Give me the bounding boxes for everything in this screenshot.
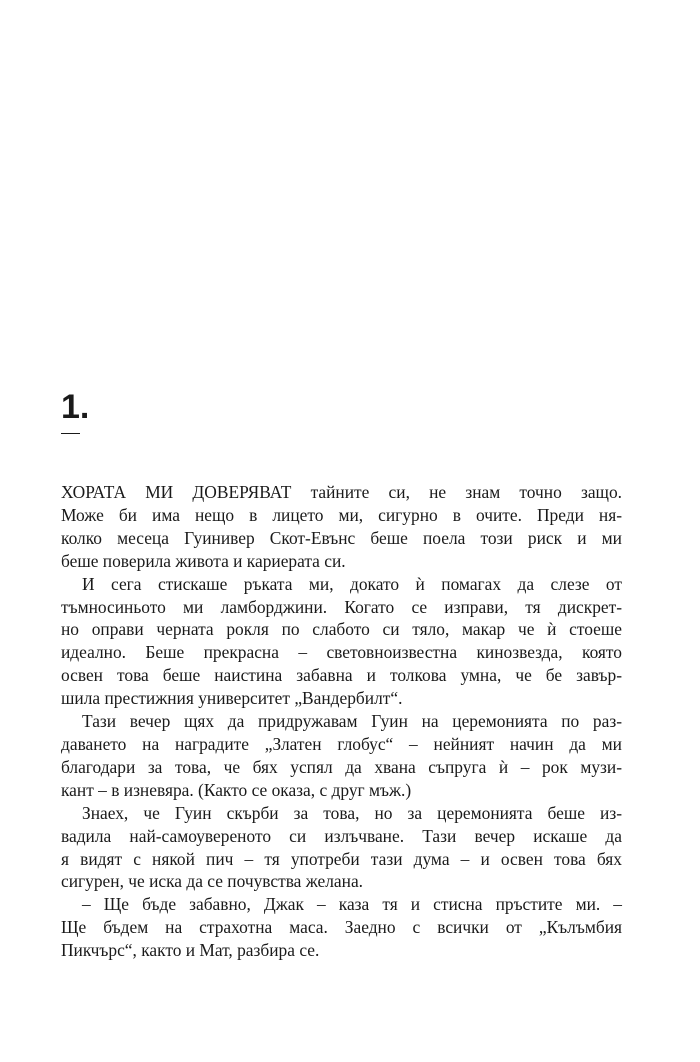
- text-line: шила престижния университет „Вандербилт“.: [61, 688, 403, 709]
- paragraph-3: [61, 710, 622, 802]
- paragraph-4: [61, 802, 622, 894]
- text-line: но оправи черната рокля по слабото си тяло, макар че ѝ стоеше: [61, 619, 622, 640]
- text-line: – Ще бъде забавно, Джак – каза тя и стисна пръстите ми. –: [82, 894, 622, 915]
- paragraph-2: [61, 573, 622, 710]
- text-line: вадила най-самоувереното си излъчване. Тази вечер искаше да: [61, 825, 622, 846]
- text-line: идеално. Беше прекрасна – световноизвестна кинозвезда, която: [61, 642, 622, 663]
- text-line: Тази вечер щях да придружавам Гуин на церемонията по раз-: [82, 711, 622, 732]
- paragraph-1: [61, 481, 622, 573]
- text-line: Пикчърс“, както и Мат, разбира се.: [61, 940, 320, 961]
- text-line: колко месеца Гуинивер Скот-Евънс беше поела този риск и ми: [61, 527, 622, 548]
- chapter-number: 1.: [61, 388, 90, 426]
- text-line: И сега стискаше ръката ми, докато ѝ помагах да слезе от: [82, 573, 622, 594]
- chapter-body-text: [61, 481, 622, 962]
- text-line: кант – в изневяра. (Както се оказа, с друг мъж.): [61, 779, 412, 800]
- text-line: ХОРАТА МИ ДОВЕРЯВАТ тайните си, не знам точно защо.: [61, 482, 622, 502]
- paragraph-5: [61, 893, 622, 962]
- text-line: Ще бъдем на страхотна маса. Заедно с всички от „Кълъмбия: [61, 917, 622, 938]
- text-line: тъмносиньото ми ламборджини. Когато се изправи, тя дискрет-: [61, 596, 622, 617]
- text-line: благодари за това, че бях успял да хвана съпруга ѝ – рок музи-: [61, 756, 622, 777]
- text-line: Знаех, че Гуин скърби за това, но за церемонията беше из-: [82, 802, 622, 823]
- text-line: беше поверила живота и кариерата си.: [61, 550, 346, 571]
- text-line: даването на наградите „Златен глобус“ – нейният начин да ми: [61, 733, 622, 754]
- text-line: я видят с някой пич – тя употреби тази дума – и освен това бях: [61, 848, 622, 869]
- text-line: Може би има нещо в лицето ми, сигурно в очите. Преди ня-: [61, 504, 622, 525]
- chapter-divider-rule: [61, 433, 80, 434]
- text-line: освен това беше наистина забавна и толкова умна, че бе завър-: [61, 665, 622, 686]
- text-line: сигурен, че иска да се почувства желана.: [61, 871, 364, 892]
